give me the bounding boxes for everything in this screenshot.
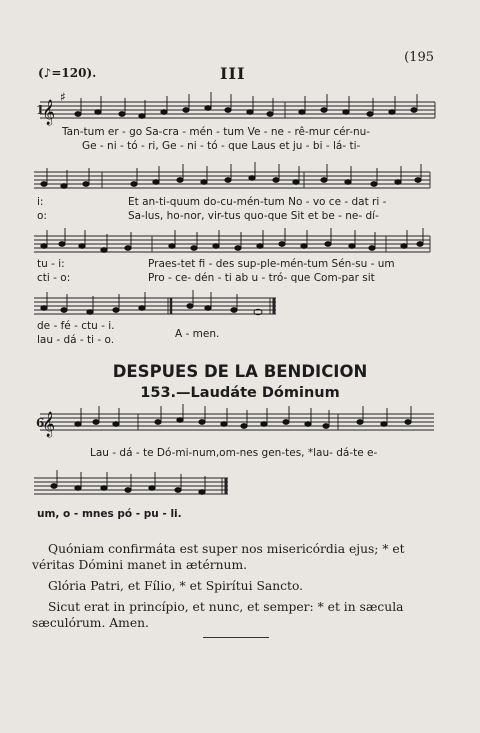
verse-line: Glória Patri, et Fílio, * et Spirítui Sancto. [48, 579, 304, 593]
line-number: 6 [36, 416, 45, 430]
lyric-line: lau - dá - ti - o. [37, 334, 115, 346]
lyric-line: Sa-lus, ho-nor, vir-tus quo-que Sit et be - ne- dí- [128, 210, 379, 222]
lyric-line: tu - i: [37, 258, 65, 270]
lyric-line: Tan-tum er - go Sa-cra - mén - tum Ve - ne - rê-mur cér-nu- [62, 126, 371, 138]
lyric-line: o: [37, 210, 47, 222]
part-title: III [220, 64, 246, 83]
lyric-line: Praes-tet fi - des sup-ple-mén-tum Sén-su - um [148, 258, 395, 270]
music-staff-2 [34, 162, 434, 198]
lyric-line: Lau - dá - te Dó-mi-num,om-nes gen-tes, *lau- dá-te e- [90, 447, 378, 459]
lyric-line: Et an-ti-quum do-cu-mén-tum No - vo ce - dat ri - [128, 196, 387, 208]
verse-line: Quóniam confirmáta est super nos misericórdia ejus; * et [48, 542, 405, 556]
psalm-title: 153.—Laudáte Dóminum [140, 385, 340, 401]
closing-rule [203, 637, 269, 638]
verse-line: sæculórum. Amen. [32, 616, 149, 630]
lyric-line: Ge - ni - tó - ri, Ge - ni - tó - que Laus et ju - bi - lá- ti- [82, 140, 361, 152]
psalm-staff-2 [34, 468, 234, 504]
music-staff-4 [34, 288, 284, 324]
lyric-line: de - fé - ctu - i. [37, 320, 115, 332]
page-number: (195 [404, 50, 434, 65]
verse-line: véritas Dómini manet in ætérnum. [32, 558, 248, 572]
music-staff-3 [34, 226, 434, 262]
svg-text:𝄞: 𝄞 [42, 100, 56, 125]
lyric-line: um, o - mnes pó - pu - li. [37, 508, 182, 520]
verse-line: Sicut erat in princípio, et nunc, et semper: * et in sæcula [48, 600, 404, 614]
svg-text:𝄞: 𝄞 [42, 412, 56, 437]
lyric-line: Pro - ce- dén - ti ab u - tró- que Com-par sit [148, 272, 375, 284]
svg-text:♯: ♯ [60, 90, 66, 104]
section-title: DESPUES DE LA BENDICION [112, 362, 368, 381]
lyric-line: i: [37, 196, 44, 208]
tempo-marking: (♪=120). [38, 66, 97, 80]
line-number: 1 [36, 103, 45, 117]
lyric-line: cti - o: [37, 272, 71, 284]
lyric-line: A - men. [175, 328, 220, 340]
psalm-staff-1 [40, 404, 440, 444]
